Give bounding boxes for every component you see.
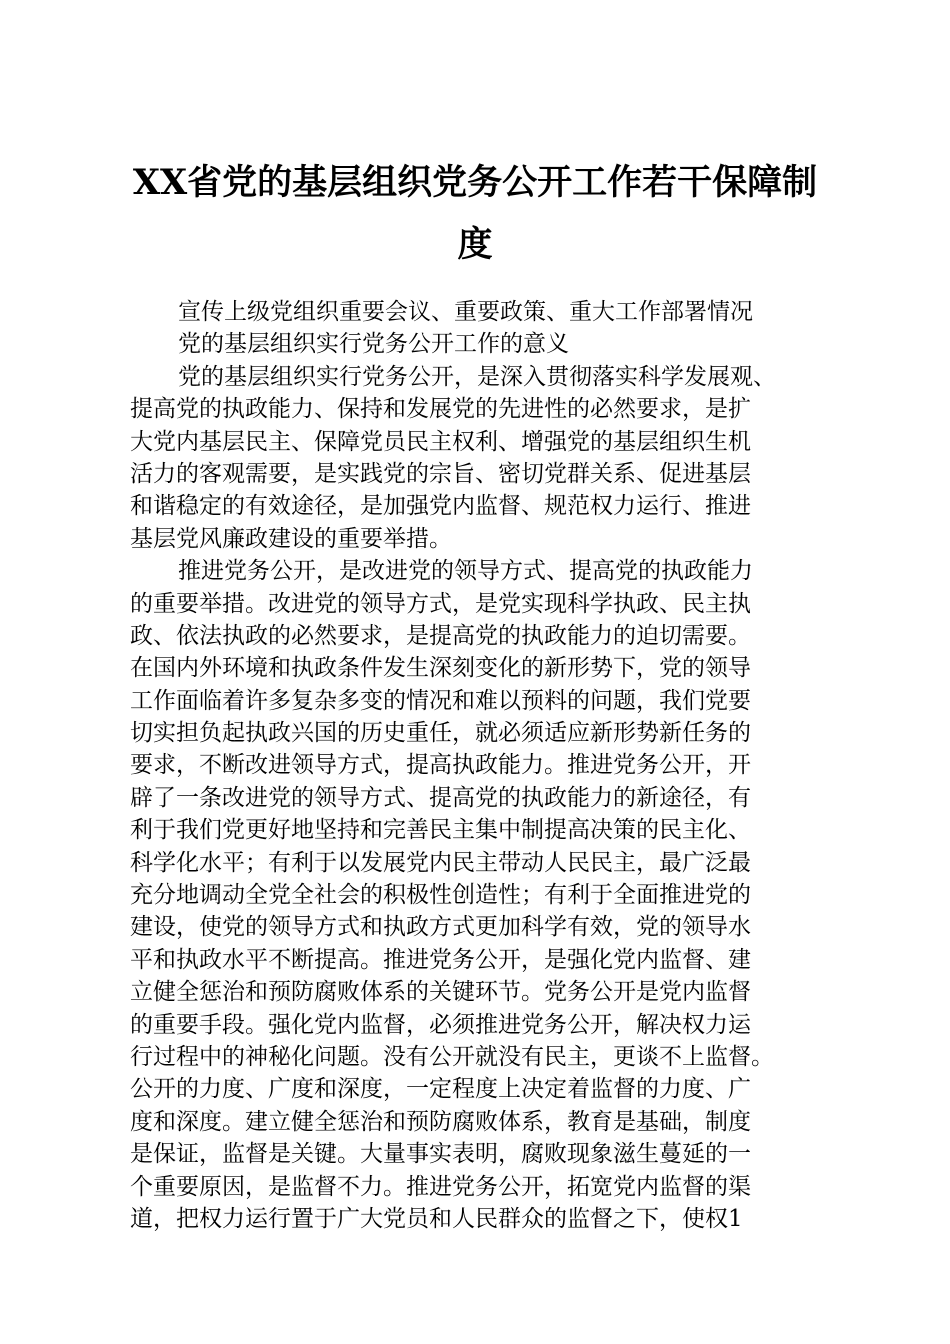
body-line: 个重要原因，是监督不力。推进党务公开，拓宽党内监督的渠: [130, 1173, 751, 1200]
document-title-line-1: XX省党的基层组织党务公开工作若干保障制: [132, 162, 818, 203]
body-line: 宣传上级党组织重要会议、重要政策、重大工作部署情况: [178, 299, 753, 325]
body-line: 度和深度。建立健全惩治和预防腐败体系，教育是基础，制度: [130, 1108, 751, 1135]
body-line: 的重要手段。强化党内监督，必须推进党务公开，解决权力运: [130, 1011, 751, 1038]
body-line: 工作面临着许多复杂多变的情况和难以预料的问题，我们党要: [130, 687, 751, 714]
body-line: 行过程中的神秘化问题。没有公开就没有民主，更谈不上监督。: [130, 1043, 774, 1070]
body-line: 是保证，监督是关键。大量事实表明，腐败现象滋生蔓延的一: [130, 1141, 751, 1168]
body-line: 和谐稳定的有效途径，是加强党内监督、规范权力运行、推进: [130, 493, 751, 520]
body-line: 建设，使党的领导方式和执政方式更加科学有效，党的领导水: [130, 914, 751, 941]
body-line: 公开的力度、广度和深度，一定程度上决定着监督的力度、广: [130, 1076, 751, 1103]
body-line: 利于我们党更好地坚持和完善民主集中制提高决策的民主化、: [130, 817, 751, 844]
body-line: 政、依法执政的必然要求，是提高党的执政能力的迫切需要。: [130, 622, 751, 649]
body-line: 推进党务公开，是改进党的领导方式、提高党的执政能力: [178, 558, 753, 585]
body-line: 充分地调动全党全社会的积极性创造性；有利于全面推进党的: [130, 882, 751, 909]
body-line: 在国内外环境和执政条件发生深刻变化的新形势下，党的领导: [130, 655, 751, 682]
document-body: [130, 296, 860, 1235]
body-line: 提高党的执政能力、保持和发展党的先进性的必然要求，是扩: [130, 396, 751, 423]
body-line: 大党内基层民主、保障党员民主权利、增强党的基层组织生机: [130, 428, 751, 455]
document-title-line-2: 度: [457, 224, 493, 265]
body-line: 党的基层组织实行党务公开，是深入贯彻落实科学发展观、: [178, 363, 776, 390]
body-line: 党的基层组织实行党务公开工作的意义: [178, 331, 569, 358]
body-line: 平和执政水平不断提高。推进党务公开，是强化党内监督、建: [130, 946, 751, 973]
body-line: 活力的客观需要，是实践党的宗旨、密切党群关系、促进基层: [130, 460, 751, 487]
body-line: 要求，不断改进领导方式，提高执政能力。推进党务公开，开: [130, 752, 751, 779]
body-line: 立健全惩治和预防腐败体系的关键环节。党务公开是党内监督: [130, 979, 751, 1006]
body-line: 道，把权力运行置于广大党员和人民群众的监督之下，使权1: [130, 1205, 743, 1232]
body-line: 基层党风廉政建设的重要举措。: [130, 525, 452, 552]
body-line: 科学化水平；有利于以发展党内民主带动人民民主，最广泛最: [130, 849, 751, 876]
body-line: 切实担负起执政兴国的历史重任，就必须适应新形势新任务的: [130, 720, 751, 747]
body-line: 的重要举措。改进党的领导方式，是党实现科学执政、民主执: [130, 590, 751, 617]
body-line: 辟了一条改进党的领导方式、提高党的执政能力的新途径，有: [130, 784, 751, 811]
